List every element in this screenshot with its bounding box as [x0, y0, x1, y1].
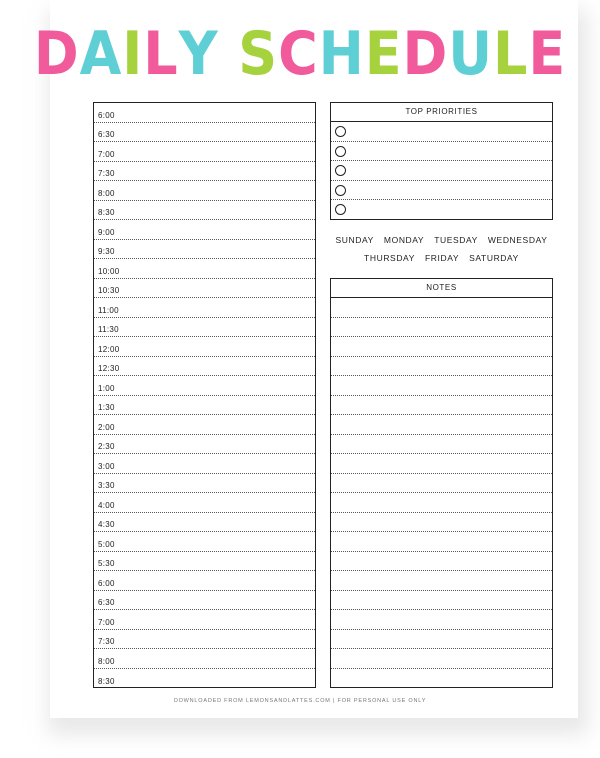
title-letter: C — [278, 19, 319, 89]
schedule-row[interactable] — [94, 532, 315, 552]
title-letter — [219, 18, 239, 90]
footer-credit: DOWNLOADED FROM LEMONSANDLATTES.COM | FOR PERSONAL USE ONLY — [173, 698, 427, 704]
notes-heading: NOTES — [331, 279, 552, 298]
time-label: 6:00 — [98, 110, 115, 120]
schedule-row[interactable] — [94, 123, 315, 143]
time-label: 2:30 — [98, 442, 115, 451]
schedule-row[interactable] — [94, 376, 315, 396]
schedule-row[interactable] — [94, 493, 315, 513]
schedule-row[interactable] — [94, 571, 315, 591]
note-line[interactable] — [331, 571, 552, 591]
schedule-row[interactable] — [94, 513, 315, 533]
time-label: 5:00 — [98, 539, 115, 549]
schedule-row[interactable] — [94, 337, 315, 357]
time-label: 11:30 — [98, 325, 119, 334]
schedule-row[interactable] — [94, 142, 315, 162]
note-line[interactable] — [331, 337, 552, 357]
note-line[interactable] — [331, 298, 552, 318]
title-letter: E — [364, 19, 403, 89]
time-label: 4:00 — [98, 500, 115, 510]
time-label: 3:30 — [98, 481, 115, 490]
note-line[interactable] — [331, 415, 552, 435]
title-letter: D — [402, 19, 449, 89]
schedule-row[interactable] — [94, 162, 315, 182]
time-label: 7:30 — [98, 637, 115, 646]
schedule-row[interactable] — [94, 396, 315, 416]
note-line[interactable] — [331, 376, 552, 396]
note-line[interactable] — [331, 396, 552, 416]
time-label: 6:30 — [98, 598, 115, 607]
schedule-row[interactable] — [94, 630, 315, 650]
note-line[interactable] — [331, 474, 552, 494]
note-line[interactable] — [331, 532, 552, 552]
title-letter: D — [33, 19, 80, 89]
note-line[interactable] — [331, 318, 552, 338]
schedule-row[interactable] — [94, 318, 315, 338]
time-label: 8:30 — [98, 208, 115, 217]
schedule-row[interactable] — [94, 181, 315, 201]
title-letter: S — [238, 19, 279, 89]
time-label: 8:30 — [98, 677, 115, 686]
weekday-row-2 — [330, 253, 553, 263]
checkbox-circle-icon[interactable] — [335, 185, 346, 196]
time-label: 6:00 — [98, 578, 115, 588]
weekday-sunday[interactable]: SUNDAY — [335, 235, 374, 245]
time-label: 10:30 — [98, 286, 120, 295]
time-label: 9:30 — [98, 247, 115, 256]
time-label: 12:30 — [98, 364, 120, 373]
checkbox-circle-icon[interactable] — [335, 165, 346, 176]
note-line[interactable] — [331, 669, 552, 689]
note-line[interactable] — [331, 493, 552, 513]
title-letter: I — [122, 19, 144, 89]
schedule-row[interactable] — [94, 415, 315, 435]
weekday-monday[interactable]: MONDAY — [383, 235, 425, 245]
schedule-row[interactable] — [94, 669, 315, 689]
schedule-row[interactable] — [94, 103, 315, 123]
top-priorities-heading: TOP PRIORITIES — [331, 103, 552, 122]
schedule-row[interactable] — [94, 279, 315, 299]
time-label: 7:30 — [98, 169, 115, 178]
schedule-row[interactable] — [94, 591, 315, 611]
title-letter: L — [493, 19, 529, 89]
note-line[interactable] — [331, 649, 552, 669]
title-letter: Y — [178, 19, 219, 89]
schedule-row[interactable] — [94, 259, 315, 279]
schedule-row[interactable] — [94, 435, 315, 455]
schedule-row[interactable] — [94, 649, 315, 669]
time-label: 1:30 — [98, 403, 115, 412]
note-line[interactable] — [331, 552, 552, 572]
time-label: 4:30 — [98, 520, 115, 529]
weekday-row-1 — [330, 235, 553, 245]
title-letter: L — [143, 19, 179, 89]
time-label: 3:00 — [98, 461, 115, 471]
time-label: 12:00 — [98, 344, 120, 354]
priority-row[interactable] — [331, 161, 552, 181]
schedule-row[interactable] — [94, 201, 315, 221]
priority-row[interactable] — [331, 142, 552, 162]
weekday-saturday[interactable]: SATURDAY — [469, 253, 519, 263]
title-letter: E — [528, 19, 567, 89]
checkbox-circle-icon[interactable] — [335, 146, 346, 157]
priority-row[interactable] — [331, 181, 552, 201]
time-label: 8:00 — [98, 188, 115, 198]
note-line[interactable] — [331, 610, 552, 630]
note-line[interactable] — [331, 357, 552, 377]
weekday-wednesday[interactable]: WEDNESDAY — [487, 235, 548, 245]
top-priorities-box — [330, 102, 553, 220]
schedule-row[interactable] — [94, 240, 315, 260]
priority-row[interactable] — [331, 200, 552, 220]
time-label: 9:00 — [98, 227, 115, 237]
title-letter: H — [318, 19, 365, 89]
notes-box — [330, 278, 553, 688]
time-label: 8:00 — [98, 656, 115, 666]
schedule-row[interactable] — [94, 610, 315, 630]
weekday-thursday[interactable]: THURSDAY — [364, 253, 415, 263]
schedule-row[interactable] — [94, 298, 315, 318]
title-letter: U — [448, 19, 494, 89]
priority-row[interactable] — [331, 122, 552, 142]
weekday-tuesday[interactable]: TUESDAY — [434, 235, 478, 245]
checkbox-circle-icon[interactable] — [335, 126, 346, 137]
page-title — [30, 18, 570, 90]
note-line[interactable] — [331, 591, 552, 611]
time-label: 5:30 — [98, 559, 115, 568]
time-label: 11:00 — [98, 305, 119, 315]
schedule-row[interactable] — [94, 474, 315, 494]
time-schedule — [93, 102, 316, 688]
time-label: 6:30 — [98, 130, 115, 139]
time-label: 2:00 — [98, 422, 115, 432]
schedule-row[interactable] — [94, 552, 315, 572]
note-line[interactable] — [331, 435, 552, 455]
time-label: 7:00 — [98, 617, 115, 627]
weekday-friday[interactable]: FRIDAY — [424, 253, 460, 263]
note-line[interactable] — [331, 513, 552, 533]
checkbox-circle-icon[interactable] — [335, 204, 346, 215]
time-label: 1:00 — [98, 383, 115, 393]
title-letter: A — [79, 19, 123, 89]
note-line[interactable] — [331, 630, 552, 650]
schedule-row[interactable] — [94, 454, 315, 474]
schedule-row[interactable] — [94, 357, 315, 377]
schedule-row[interactable] — [94, 220, 315, 240]
time-label: 10:00 — [98, 266, 120, 276]
time-label: 7:00 — [98, 149, 115, 159]
note-line[interactable] — [331, 454, 552, 474]
